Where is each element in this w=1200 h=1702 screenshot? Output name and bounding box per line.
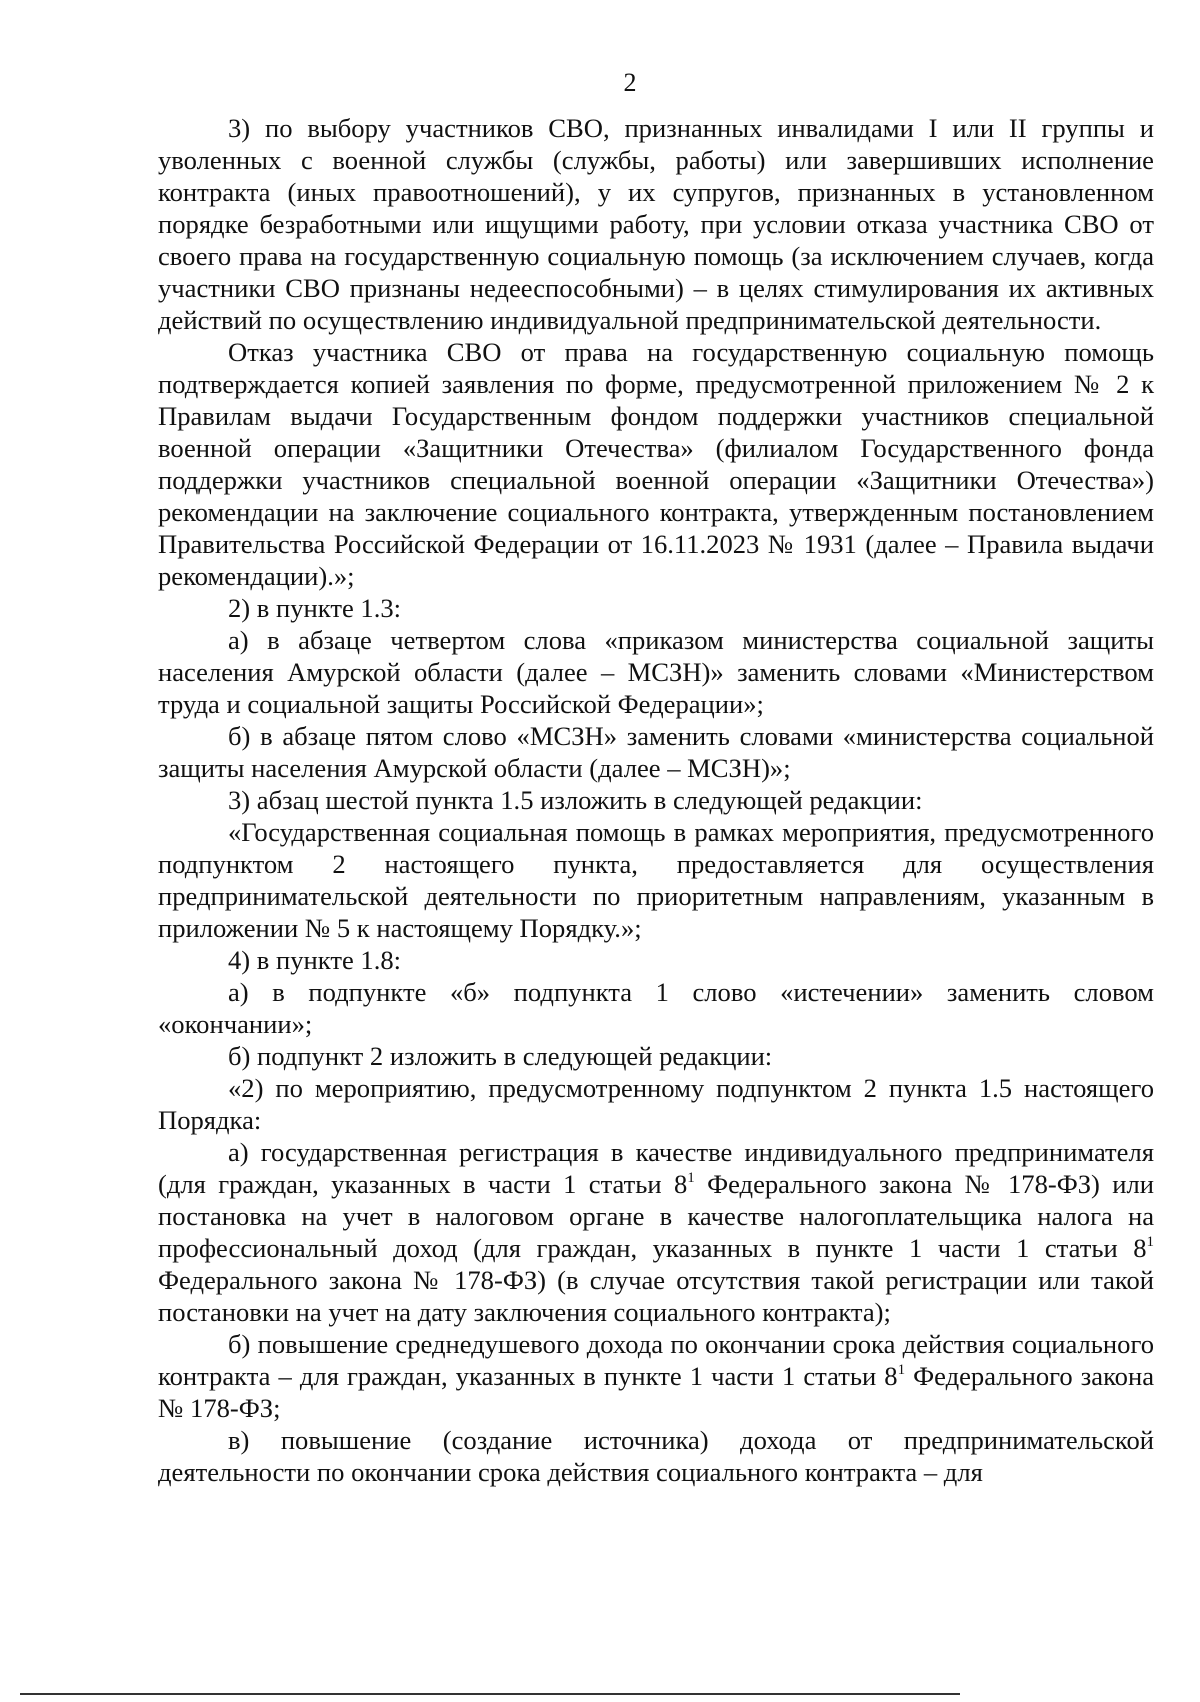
paragraph-item-3-quote: «Государственная социальная помощь в рамках мероприятия, предусмотренного подпунктом 2 настоящего пункта, предоставляется для осуществления предпринимательской деятельности по приоритетным направлениям, указанным в приложении № 5 к настоящему Порядку.»;	[158, 817, 1154, 943]
paragraph-item-2-heading: 2) в пункте 1.3:	[228, 593, 402, 623]
paragraph-subitem-b-text-2: Федерального закона № 178-ФЗ;	[158, 1361, 1155, 1423]
document-body	[158, 112, 1154, 1488]
superscript-1: 1	[897, 1362, 906, 1378]
paragraph-item-4a: а) в подпункте «б» подпункта 1 слово «истечении» заменить словом «окончании»;	[158, 977, 1154, 1039]
page-number: 2	[623, 68, 637, 97]
paragraph-subitem-c: в) повышение (создание источника) дохода от предпринимательской деятельности по окончании срока действия социального контракта – для	[158, 1425, 1154, 1487]
paragraph-subitem-b-text-1: б) повышение среднедушевого дохода по окончании срока действия социального контракта – для граждан, указанных в пункте 1 части 1 статьи 8	[158, 1329, 1154, 1391]
paragraph-subitem-a-text-1: а) государственная регистрация в качестве индивидуального предпринимателя (для граждан, указанных в части 1 статьи 8	[158, 1137, 1154, 1199]
paragraph-item-2b: б) в абзаце пятом слово «МСЗН» заменить словами «министерства социальной защиты населения Амурской области (далее – МСЗН)»;	[158, 721, 1154, 783]
paragraph-subitem-a-text-2: Федерального закона № 178-ФЗ) или постановка на учет в налоговом органе в качестве налогоплательщика налога на профессиональный доход (для граждан, указанных в пункте 1 части 1 статьи 8	[158, 1169, 1154, 1263]
paragraph-subitem-a	[158, 1136, 1154, 1328]
superscript-1: 1	[687, 1170, 695, 1186]
paragraph-svo-choice: 3) по выбору участников СВО, признанных инвалидами I или II группы и уволенных с военной службы (службы, работы) или завершивших исполнение контракта (иных правоотношений), у их супругов, признанных в установленном порядке безработными или ищущими работу, при условии отказа участника СВО от своего права на государственную социальную помощь (за исключением случаев, когда участники СВО признаны недееспособными) – в целях стимулирования их активных действий по осуществлению индивидуальной предпринимательской деятельности.	[158, 113, 1154, 335]
scan-edge-line	[20, 1693, 960, 1695]
superscript-1: 1	[1146, 1234, 1154, 1250]
paragraph-item-4b: б) подпункт 2 изложить в следующей редакции:	[228, 1041, 773, 1071]
paragraph-subitem-a-text-3: Федерального закона № 178-ФЗ) (в случае отсутствия такой регистрации или такой постановки на учет на дату заключения социального контракта);	[158, 1265, 1154, 1327]
paragraph-item-3-heading: 3) абзац шестой пункта 1.5 изложить в следующей редакции:	[228, 785, 923, 815]
paragraph-subitem-b	[158, 1328, 1154, 1424]
paragraph-refusal-confirmation: Отказ участника СВО от права на государственную социальную помощь подтверждается копией заявления по форме, предусмотренной приложением № 2 к Правилам выдачи Государственным фондом поддержки участников специальной военной операции «Защитники Отечества» (филиалом Государственного фонда поддержки участников специальной военной операции «Защитники Отечества») рекомендации на заключение социального контракта, утвержденным постановлением Правительства Российской Федерации от 16.11.2023 № 1931 (далее – Правила выдачи рекомендации).»;	[158, 337, 1154, 591]
paragraph-item-4-heading: 4) в пункте 1.8:	[228, 945, 402, 975]
paragraph-item-2a: а) в абзаце четвертом слова «приказом министерства социальной защиты населения Амурской области (далее – МСЗН)» заменить словами «Министерством труда и социальной защиты Российской Федерации»;	[158, 625, 1154, 719]
paragraph-subitem-2-quote: «2) по мероприятию, предусмотренному подпунктом 2 пункта 1.5 настоящего Порядка:	[158, 1073, 1154, 1135]
